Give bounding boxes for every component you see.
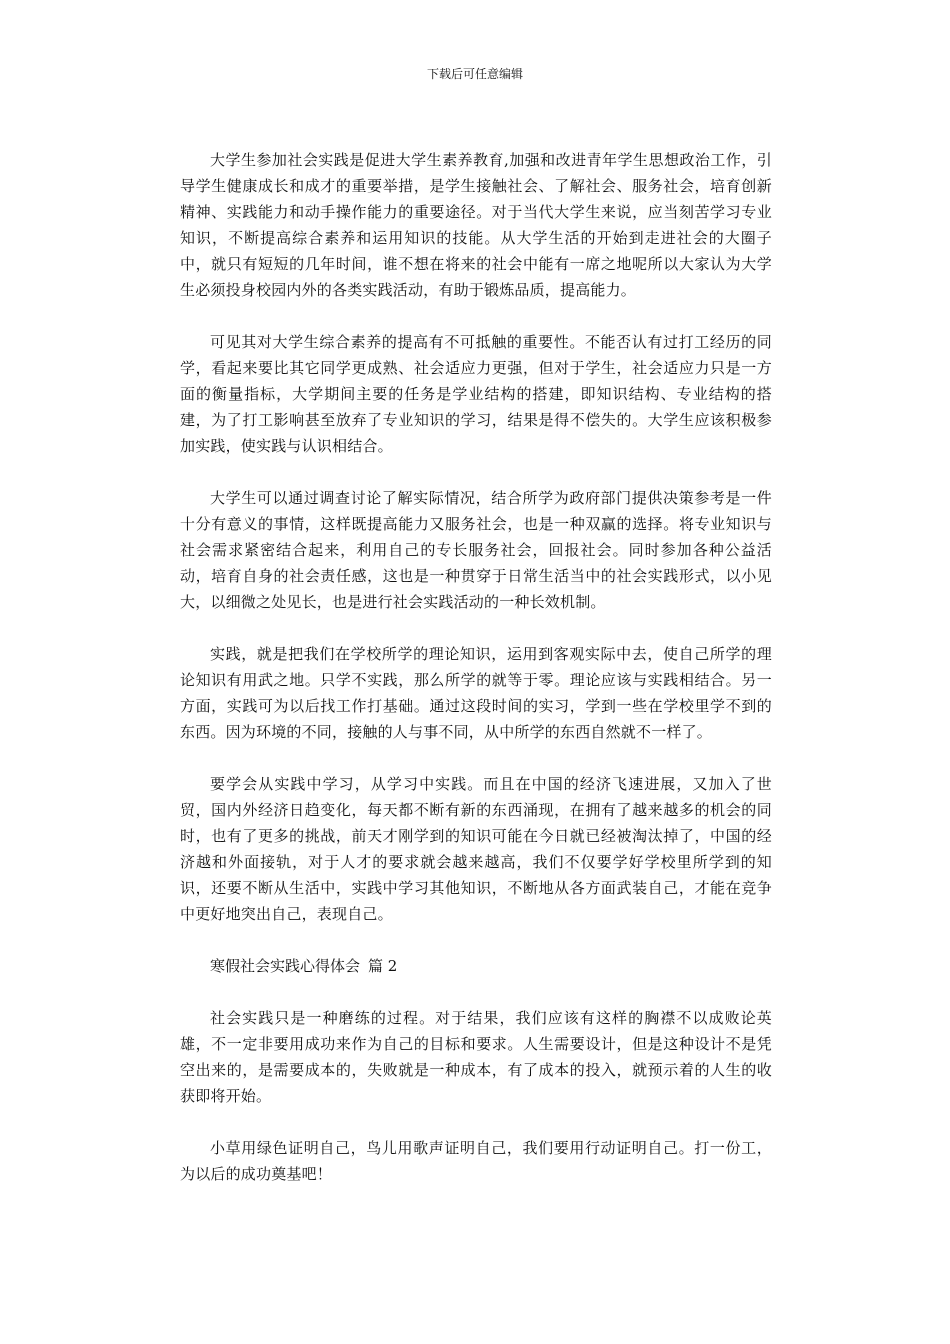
document-body bbox=[180, 147, 772, 1213]
paragraph: 社会实践只是一种磨练的过程。对于结果，我们应该有这样的胸襟不以成败论英雄，不一定非要用成功来作为自己的目标和要求。人生需要设计，但是这种设计不是凭空出来的，是需要成本的，失败就是一种成本，有了成本的投入，就预示着的人生的收获即将开始。 bbox=[180, 1009, 772, 1105]
section-title: 寒假社会实践心得体会 bbox=[210, 957, 361, 975]
page-header: 下载后可任意编辑 bbox=[426, 67, 523, 81]
paragraph: 小草用绿色证明自己，鸟儿用歌声证明自己，我们要用行动证明自己。打一份工，为以后的成功奠基吧！ bbox=[180, 1139, 772, 1183]
paragraph: 可见其对大学生综合素养的提高有不可抵触的重要性。不能否认有过打工经历的同学，看起来要比其它同学更成熟、社会适应力更强，但对于学生，社会适应力只是一方面的衡量指标，大学期间主要的任务是学业结构的搭建，即知识结构、专业结构的搭建，为了打工影响甚至放弃了专业知识的学习，结果是得不偿失的。大学生应该积极参加实践，使实践与认识相结合。 bbox=[180, 333, 772, 455]
section-heading bbox=[180, 953, 772, 979]
paragraph: 实践，就是把我们在学校所学的理论知识，运用到客观实际中去，使自己所学的理论知识有用武之地。只学不实践，那么所学的就等于零。理论应该与实践相结合。另一方面，实践可为以后找工作打基础。通过这段时间的实习，学到一些在学校里学不到的东西。因为环境的不同，接触的人与事不同，从中所学的东西自然就不一样了。 bbox=[180, 645, 772, 741]
paragraph: 要学会从实践中学习，从学习中实践。而且在中国的经济飞速进展，又加入了世贸，国内外经济日趋变化，每天都不断有新的东西涌现，在拥有了越来越多的机会的同时，也有了更多的挑战，前天才刚学到的知识可能在今日就已经被淘汰掉了，中国的经济越和外面接轨，对于人才的要求就会越来越高，我们不仅要学好学校里所学到的知识，还要不断从生活中，实践中学习其他知识，不断地从各方面武装自己，才能在竞争中更好地突出自己，表现自己。 bbox=[180, 775, 772, 923]
paragraph: 大学生可以通过调查讨论了解实际情况，结合所学为政府部门提供决策参考是一件十分有意义的事情，这样既提高能力又服务社会，也是一种双赢的选择。将专业知识与社会需求紧密结合起来，利用自己的专长服务社会，回报社会。同时参加各种公益活动，培育自身的社会责任感，这也是一种贯穿于日常生活当中的社会实践形式，以小见大，以细微之处见长，也是进行社会实践活动的一种长效机制。 bbox=[180, 489, 772, 611]
paragraph: 大学生参加社会实践是促进大学生素养教育,加强和改进青年学生思想政治工作，引导学生健康成长和成才的重要举措，是学生接触社会、了解社会、服务社会，培育创新精神、实践能力和动手操作能力的重要途径。对于当代大学生来说，应当刻苦学习专业知识，不断提高综合素养和运用知识的技能。从大学生活的开始到走进社会的大圈子中，就只有短短的几年时间，谁不想在将来的社会中能有一席之地呢所以大家认为大学生必须投身校园内外的各类实践活动，有助于锻炼品质，提高能力。 bbox=[180, 151, 772, 299]
section-part-label: 篇 2 bbox=[368, 957, 398, 975]
